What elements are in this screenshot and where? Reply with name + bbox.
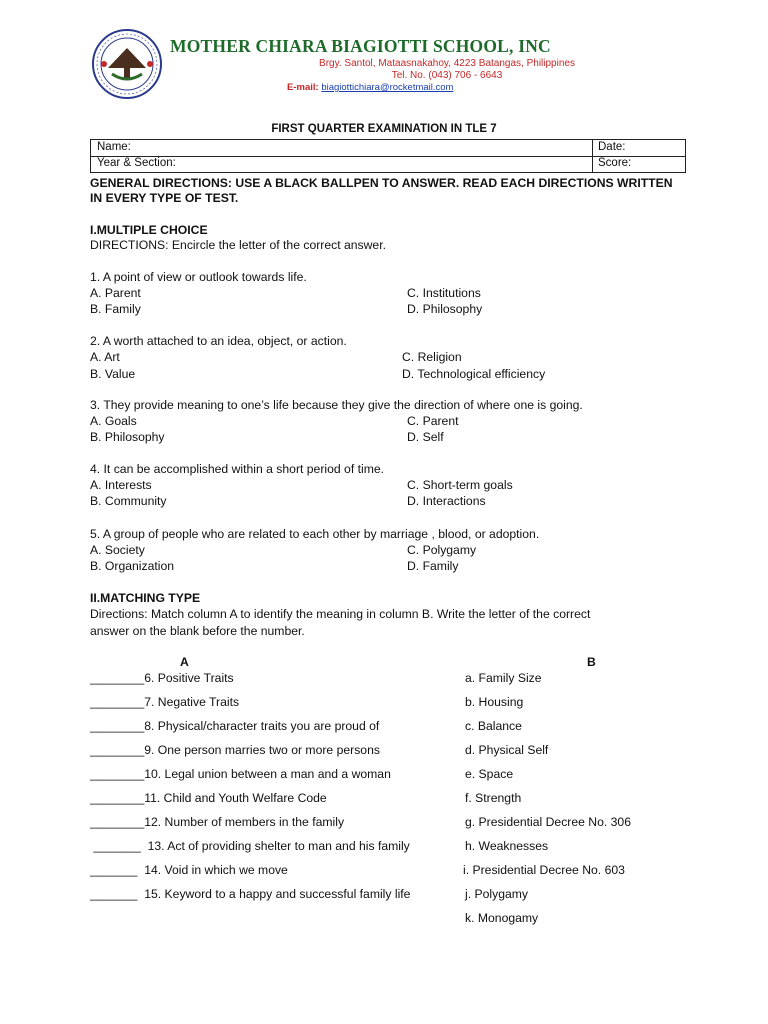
part2-directions-line-1: Directions: Match column A to identify the meaning in column B. Write the letter of the correct [90, 607, 591, 621]
choice-d: d. Physical Self [465, 743, 549, 757]
date-label: Date: [598, 141, 626, 153]
q4-option-c[interactable]: C. Short-term goals [407, 478, 513, 492]
question-4: 4. It can be accomplished within a short period of time. [90, 462, 385, 476]
matching-item-9[interactable]: ________9. One person marries two or more persons [90, 743, 380, 757]
q1-option-b[interactable]: B. Family [90, 302, 141, 316]
email-link[interactable]: biagiottichiara@rocketmail.com [321, 82, 454, 93]
question-3: 3. They provide meaning to one’s life because they give the direction of where one is going. [90, 398, 583, 412]
exam-title: FIRST QUARTER EXAMINATION IN TLE 7 [271, 123, 497, 135]
part2-heading: II.MATCHING TYPE [90, 591, 201, 605]
matching-item-15[interactable]: _______ 15. Keyword to a happy and successful family life [90, 887, 411, 901]
question-5: 5. A group of people who are related to each other by marriage , blood, or adoption. [90, 527, 540, 541]
school-telephone: Tel. No. (043) 706 - 6643 [391, 70, 503, 81]
q4-option-a[interactable]: A. Interests [90, 478, 152, 492]
q3-option-a[interactable]: A. Goals [90, 414, 137, 428]
q5-option-d[interactable]: D. Family [407, 559, 459, 573]
matching-item-12[interactable]: ________12. Number of members in the family [90, 815, 345, 829]
matching-item-7[interactable]: ________7. Negative Traits [90, 695, 240, 709]
info-row-section-score [91, 156, 685, 172]
column-b-header: B [587, 655, 596, 669]
general-directions-line-1: GENERAL DIRECTIONS: USE A BLACK BALLPEN TO ANSWER. READ EACH DIRECTIONS WRITTEN [90, 176, 673, 190]
matching-item-11[interactable]: ________11. Child and Youth Welfare Code [90, 791, 327, 805]
school-address: Brgy. Santol, Mataasnakahoy, 4223 Batangas, Philippines [319, 58, 575, 69]
q4-option-b[interactable]: B. Community [90, 494, 167, 508]
q5-option-c[interactable]: C. Polygamy [407, 543, 477, 557]
q1-option-a[interactable]: A. Parent [90, 286, 141, 300]
choice-e: e. Space [465, 767, 514, 781]
part2-directions-line-2: answer on the blank before the number. [90, 624, 305, 638]
q2-option-d[interactable]: D. Technological efficiency [402, 367, 546, 381]
general-directions-line-2: IN EVERY TYPE OF TEST. [90, 191, 239, 205]
q3-option-b[interactable]: B. Philosophy [90, 430, 165, 444]
matching-item-6[interactable]: ________6. Positive Traits [90, 671, 234, 685]
part1-directions: DIRECTIONS: Encircle the letter of the correct answer. [90, 238, 386, 252]
choice-b: b. Housing [465, 695, 524, 709]
q1-option-c[interactable]: C. Institutions [407, 286, 481, 300]
choice-f: f. Strength [465, 791, 522, 805]
choice-k: k. Monogamy [465, 911, 539, 925]
choice-a: a. Family Size [465, 671, 542, 685]
q5-option-a[interactable]: A. Society [90, 543, 145, 557]
q1-option-d[interactable]: D. Philosophy [407, 302, 483, 316]
info-table-divider [592, 140, 593, 172]
question-1: 1. A point of view or outlook towards life. [90, 270, 307, 284]
info-row-name-date [91, 140, 685, 157]
choice-j: j. Polygamy [465, 887, 528, 901]
year-section-label: Year & Section: [97, 157, 176, 169]
email-label: E-mail: [287, 82, 319, 93]
school-name: MOTHER CHIARA BIAGIOTTI SCHOOL, INC [170, 36, 551, 56]
q3-option-d[interactable]: D. Self [407, 430, 444, 444]
student-info-table [90, 139, 686, 173]
matching-item-13[interactable]: _______ 13. Act of providing shelter to man and his family [90, 839, 410, 853]
q2-option-a[interactable]: A. Art [90, 350, 120, 364]
part1-heading: I.MULTIPLE CHOICE [90, 223, 208, 237]
column-a-header: A [180, 655, 189, 669]
matching-item-8[interactable]: ________8. Physical/character traits you are proud of [90, 719, 380, 733]
choice-c: c. Balance [465, 719, 522, 733]
choice-g: g. Presidential Decree No. 306 [465, 815, 631, 829]
q3-option-c[interactable]: C. Parent [407, 414, 459, 428]
q2-option-b[interactable]: B. Value [90, 367, 136, 381]
matching-item-10[interactable]: ________10. Legal union between a man and a woman [90, 767, 391, 781]
q2-option-c[interactable]: C. Religion [402, 350, 462, 364]
question-2: 2. A worth attached to an idea, object, or action. [90, 334, 347, 348]
name-label: Name: [97, 141, 131, 153]
matching-item-14[interactable]: _______ 14. Void in which we move [90, 863, 288, 877]
q4-option-d[interactable]: D. Interactions [407, 494, 486, 508]
choice-i: i. Presidential Decree No. 603 [463, 863, 625, 877]
school-email-line [287, 82, 453, 93]
score-label: Score: [598, 157, 632, 169]
choice-h: h. Weaknesses [465, 839, 549, 853]
q5-option-b[interactable]: B. Organization [90, 559, 175, 573]
